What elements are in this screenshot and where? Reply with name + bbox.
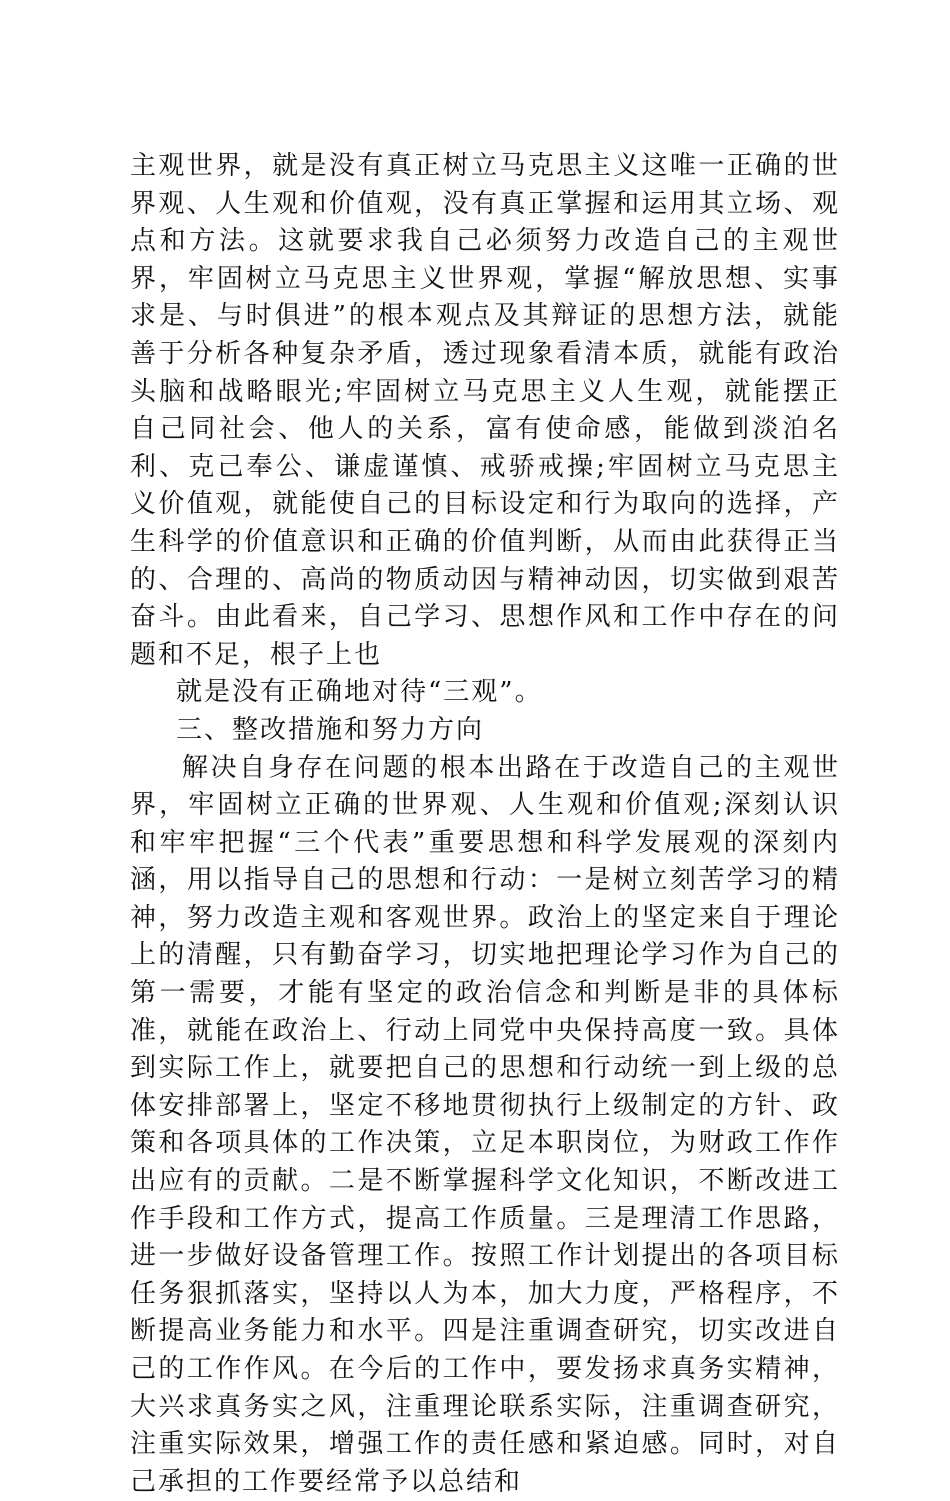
body-paragraph-2: 就是没有正确地对待“三观”。 xyxy=(130,674,840,712)
body-paragraph-4: 解决自身存在问题的根本出路在于改造自己的主观世界，牢固树立正确的世界观、人生观和价值观;深刻认识和牢牢把握“三个代表”重要思想和科学发展观的深刻内涵，用以指导自己的思想和行动：一是树立刻苦学习的精神，努力改造主观和客观世界。政治上的坚定来自于理论上的清醒，只有勤奋学习，切实地把理论学习作为自己的第一需要，才能有坚定的政治信念和判断是非的具体标准，就能在政治上、行动上同党中央保持高度一致。具体到实际工作上，就要把自己的思想和行动统一到上级的总体安排部署上，坚定不移地贯彻执行上级制定的方针、政策和各项具体的工作决策，立足本职岗位，为财政工作作出应有的贡献。二是不断掌握科学文化知识，不断改进工作手段和工作方式，提高工作质量。三是理清工作思路，进一步做好设备管理工作。按照工作计划提出的各项目标任务狠抓落实，坚持以人为本，加大力度，严格程序，不断提高业务能力和水平。四是注重调查研究，切实改进自己的工作作风。在今后的工作中，要发扬求真务实精神，大兴求真务实之风，注重理论联系实际，注重调查研究，注重实际效果，增强工作的责任感和紧迫感。同时，对自己承担的工作要经常予以总结和 xyxy=(130,750,840,1501)
section-heading: 三、整改措施和努力方向 xyxy=(130,712,840,750)
body-paragraph-1: 主观世界，就是没有真正树立马克思主义这唯一正确的世界观、人生观和价值观，没有真正掌握和运用其立场、观点和方法。这就要求我自己必须努力改造自己的主观世界，牢固树立马克思主义世界观，掌握“解放思想、实事求是、与时俱进”的根本观点及其辩证的思想方法，就能善于分析各种复杂矛盾，透过现象看清本质，就能有政治头脑和战略眼光;牢固树立马克思主义人生观，就能摆正自己同社会、他人的关系，富有使命感，能做到淡泊名利、克己奉公、谦虚谨慎、戒骄戒操;牢固树立马克思主义价值观，就能使自己的目标设定和行为取向的选择，产生科学的价值意识和正确的价值判断，从而由此获得正当的、合理的、高尚的物质动因与精神动因，切实做到艰苦奋斗。由此看来，自己学习、思想作风和工作中存在的问题和不足，根子上也 xyxy=(130,148,840,674)
document-body xyxy=(130,148,840,1501)
